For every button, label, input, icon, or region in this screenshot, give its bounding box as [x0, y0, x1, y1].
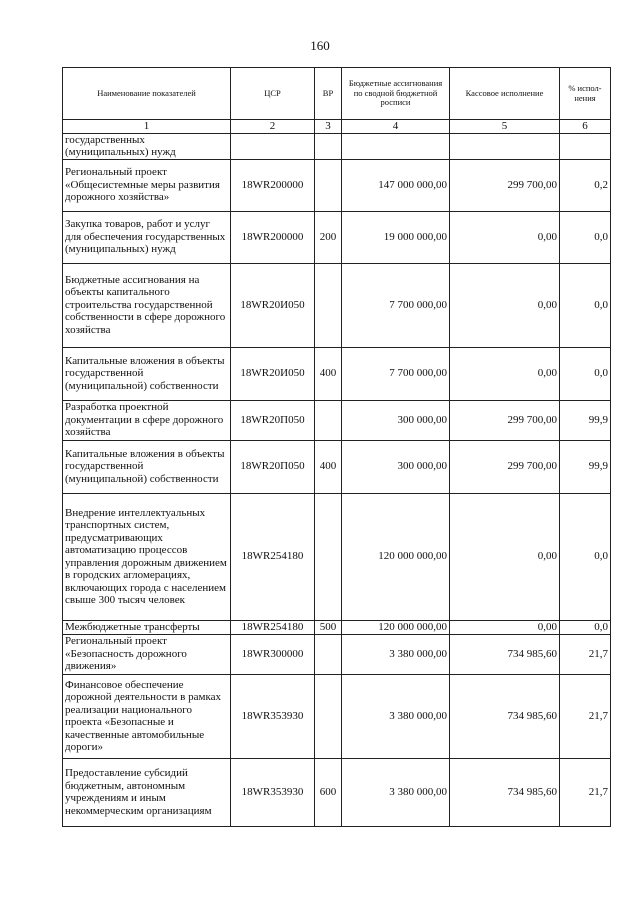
allocation-amount: 147 000 000,00	[342, 159, 450, 211]
column-number: 4	[342, 120, 450, 134]
execution-percent: 0,2	[560, 159, 611, 211]
column-number-row	[63, 120, 611, 134]
cash-execution-amount: 734 985,60	[450, 634, 560, 674]
vr-code	[315, 159, 342, 211]
csr-code: 18WR20И050	[231, 347, 315, 400]
table-row	[63, 347, 611, 400]
indicator-name: Финансовое обеспечение дорожной деятельности в рамках реализации национального проекта «Безопасные и качественные автомобильные дороги»	[63, 674, 231, 758]
table-row	[63, 758, 611, 826]
column-number: 5	[450, 120, 560, 134]
header-allocations: Бюджетные ассигнования по сводной бюджетной росписи	[342, 68, 450, 120]
execution-percent	[560, 133, 611, 159]
indicator-name: Региональный проект «Безопасность дорожного движения»	[63, 634, 231, 674]
vr-code	[315, 133, 342, 159]
execution-percent: 21,7	[560, 634, 611, 674]
indicator-name: Закупка товаров, работ и услуг для обеспечения государственных (муниципальных) нужд	[63, 211, 231, 263]
page-number: 160	[310, 38, 330, 53]
indicator-name: Капитальные вложения в объекты государственной (муниципальной) собственности	[63, 347, 231, 400]
cash-execution-amount: 0,00	[450, 493, 560, 620]
allocation-amount: 120 000 000,00	[342, 493, 450, 620]
vr-code: 600	[315, 758, 342, 826]
table-header-row	[63, 68, 611, 120]
csr-code	[231, 133, 315, 159]
vr-code	[315, 493, 342, 620]
indicator-name: государственных (муниципальных) нужд	[63, 133, 231, 159]
execution-percent: 99,9	[560, 440, 611, 493]
csr-code: 18WR254180	[231, 493, 315, 620]
table-row	[63, 620, 611, 634]
header-csr: ЦСР	[231, 68, 315, 120]
table-row	[63, 133, 611, 159]
table-row	[63, 493, 611, 620]
indicator-name: Межбюджетные трансферты	[63, 620, 231, 634]
table-row	[63, 159, 611, 211]
execution-percent: 0,0	[560, 211, 611, 263]
indicator-name: Предоставление субсидий бюджетным, автономным учреждениям и иным некоммерческим организациям	[63, 758, 231, 826]
table-row	[63, 263, 611, 347]
execution-percent: 99,9	[560, 400, 611, 440]
execution-percent: 21,7	[560, 674, 611, 758]
column-number: 1	[63, 120, 231, 134]
csr-code: 18WR254180	[231, 620, 315, 634]
execution-percent: 0,0	[560, 263, 611, 347]
cash-execution-amount: 0,00	[450, 347, 560, 400]
csr-code: 18WR353930	[231, 674, 315, 758]
allocation-amount: 300 000,00	[342, 400, 450, 440]
csr-code: 18WR20П050	[231, 400, 315, 440]
table-row	[63, 440, 611, 493]
indicator-name: Внедрение интеллектуальных транспортных систем, предусматривающих автоматизацию процессов управления дорожным движением в городских агломерациях, включающих города с населением свыше 300 тысяч человек	[63, 493, 231, 620]
csr-code: 18WR300000	[231, 634, 315, 674]
table-row	[63, 634, 611, 674]
vr-code: 200	[315, 211, 342, 263]
allocation-amount: 7 700 000,00	[342, 263, 450, 347]
execution-percent: 0,0	[560, 493, 611, 620]
indicator-name: Капитальные вложения в объекты государственной (муниципальной) собственности	[63, 440, 231, 493]
cash-execution-amount: 0,00	[450, 211, 560, 263]
allocation-amount: 3 380 000,00	[342, 634, 450, 674]
header-vr: ВР	[315, 68, 342, 120]
vr-code: 500	[315, 620, 342, 634]
table-row	[63, 400, 611, 440]
vr-code	[315, 634, 342, 674]
execution-percent: 0,0	[560, 620, 611, 634]
indicator-name: Региональный проект «Общесистемные меры развития дорожного хозяйства»	[63, 159, 231, 211]
indicator-name: Бюджетные ассигнования на объекты капитального строительства государственной собственности в сфере дорожного хозяйства	[63, 263, 231, 347]
csr-code: 18WR20И050	[231, 263, 315, 347]
vr-code: 400	[315, 440, 342, 493]
cash-execution-amount: 0,00	[450, 263, 560, 347]
allocation-amount: 3 380 000,00	[342, 674, 450, 758]
allocation-amount	[342, 133, 450, 159]
execution-percent: 21,7	[560, 758, 611, 826]
vr-code: 400	[315, 347, 342, 400]
cash-execution-amount: 299 700,00	[450, 159, 560, 211]
table-row	[63, 211, 611, 263]
column-number: 3	[315, 120, 342, 134]
csr-code: 18WR200000	[231, 211, 315, 263]
execution-percent: 0,0	[560, 347, 611, 400]
vr-code	[315, 400, 342, 440]
budget-execution-table	[62, 67, 611, 827]
column-number: 6	[560, 120, 611, 134]
header-name: Наименование показателей	[63, 68, 231, 120]
header-cash-execution: Кассовое исполнение	[450, 68, 560, 120]
allocation-amount: 19 000 000,00	[342, 211, 450, 263]
csr-code: 18WR200000	[231, 159, 315, 211]
allocation-amount: 7 700 000,00	[342, 347, 450, 400]
header-percent: % испол-нения	[560, 68, 611, 120]
cash-execution-amount	[450, 133, 560, 159]
csr-code: 18WR20П050	[231, 440, 315, 493]
csr-code: 18WR353930	[231, 758, 315, 826]
vr-code	[315, 674, 342, 758]
cash-execution-amount: 734 985,60	[450, 758, 560, 826]
table-body	[63, 133, 611, 826]
cash-execution-amount: 734 985,60	[450, 674, 560, 758]
cash-execution-amount: 0,00	[450, 620, 560, 634]
column-number: 2	[231, 120, 315, 134]
cash-execution-amount: 299 700,00	[450, 400, 560, 440]
allocation-amount: 120 000 000,00	[342, 620, 450, 634]
cash-execution-amount: 299 700,00	[450, 440, 560, 493]
allocation-amount: 3 380 000,00	[342, 758, 450, 826]
allocation-amount: 300 000,00	[342, 440, 450, 493]
indicator-name: Разработка проектной документации в сфере дорожного хозяйства	[63, 400, 231, 440]
vr-code	[315, 263, 342, 347]
table-row	[63, 674, 611, 758]
